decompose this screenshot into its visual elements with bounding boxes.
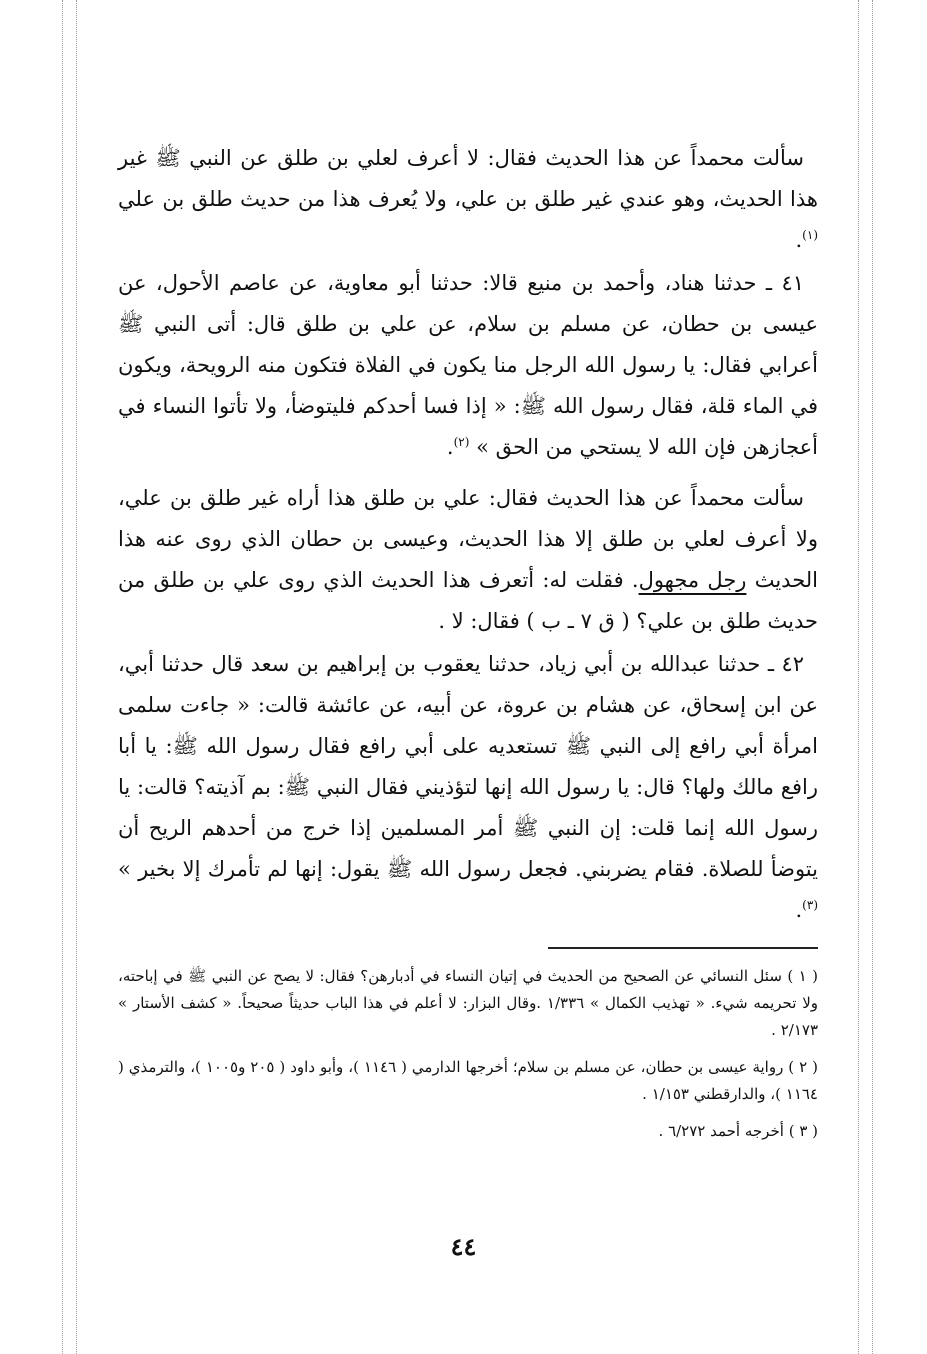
paragraph-hadith-42: ٤٢ ـ حدثنا عبدالله بن أبي زياد، حدثنا يعقوب بن إبراهيم بن سعد قال حدثنا أبي، عن ابن إسحاق، عن هشام بن عروة، عن أبيه، عن عائشة قالت: « جاءت سلمى امرأة أبي رافع إلى النبي ﷺ تستعديه على أبي رافع فقال رسول الله ﷺ: يا أبا رافع مالك ولها؟ قال: يا رسول الله إنها لتؤذيني فقال النبي ﷺ: بم آذيته؟ قالت: يا رسول الله إنما قلت: إن النبي ﷺ أمر المسلمين إذا خرج من أحدهم الريح أن يتوضأ للصلاة. فقام يضربني. فجعل رسول الله ﷺ يقول: إنها لم تأمرك إلا بخير » $^{(٣)}$. xyxy=(118,652,818,922)
paragraph-3 xyxy=(118,478,818,642)
footnote-3-text: أخرجه أحمد ٦/٢٧٢ . xyxy=(658,1122,784,1140)
scan-edge-line-left-2 xyxy=(76,0,77,1354)
footnote-1 xyxy=(118,963,818,1044)
footnote-3 xyxy=(118,1118,818,1145)
footnote-divider xyxy=(548,947,818,949)
footnote-2-number: ( ٢ ) xyxy=(788,1058,818,1076)
paragraph-hadith-41-text: ٤١ ـ حدثنا هناد، وأحمد بن منيع قالا: حدثنا أبو معاوية، عن عاصم الأحول، عن عيسى بن حطان، عن مسلم بن سلام، عن علي بن طلق قال: أتى النبي ﷺ أعرابي فقال: يا رسول الله الرجل منا يكون في الفلاة فتكون منه الرويحة، ويكون في الماء قلة، فقال رسول الله ﷺ: « إذا فسا أحدكم فليتوضأ، ولا تأتوا النساء في أعجازهن فإن الله لا يستحي من الحق » xyxy=(118,271,818,459)
footnote-1-text: سئل النسائي عن الصحيح من الحديث في إتيان النساء في أدبارهن؟ فقال: لا يصح عن النبي ﷺ في إباحته، ولا تحريمه شيء. « تهذيب الكمال » ١/٣٣٦ .وقال البزار: لا أعلم في هذا الباب حديثاً صحيحاً. « كشف الأستار » ٢/١٧٣ . xyxy=(118,967,818,1039)
scan-edge-line-left-1 xyxy=(62,0,63,1354)
paragraph-3-text-before: سألت محمداً عن هذا الحديث فقال: علي بن طلق هذا أراه غير طلق بن علي، ولا أعرف لعلي بن طلق إلا هذا الحديث، وعيسى بن حطان الذي روى عنه هذا الحديث xyxy=(118,486,818,592)
main-text xyxy=(118,138,818,931)
paragraph-3-text-after: . فقلت له: أتعرف هذا الحديث الذي روى علي بن طلق من حديث طلق بن علي؟ ( ق ٧ ـ ب ) فقال: لا . xyxy=(118,568,818,633)
footnotes xyxy=(118,963,818,1145)
page-number: ٤٤ xyxy=(450,1232,477,1261)
scan-edge-line-right-1 xyxy=(858,0,859,1354)
footnote-3-number: ( ٣ ) xyxy=(788,1122,818,1140)
paragraph-1-text: سألت محمداً عن هذا الحديث فقال: لا أعرف لعلي بن طلق عن النبي ﷺ غير هذا الحديث، وهو عندي غير طلق بن علي، ولا يُعرف هذا من حديث طلق بن علي xyxy=(118,146,818,211)
paragraph-hadith-41: ٤١ ـ حدثنا هناد، وأحمد بن منيع قالا: حدثنا أبو معاوية، عن عاصم الأحول، عن عيسى بن حطان، عن مسلم بن سلام، عن علي بن طلق قال: أتى النبي ﷺ أعرابي فقال: يا رسول الله الرجل منا يكون في الفلاة فتكون منه الرويحة، ويكون في الماء قلة، فقال رسول الله ﷺ: « إذا فسا أحدكم فليتوضأ، ولا تأتوا النساء في أعجازهن فإن الله لا يستحي من الحق » $^{(٢)}$. xyxy=(118,271,818,459)
book-page xyxy=(118,138,818,1155)
footnote-2-text: رواية عيسى بن حطان، عن مسلم بن سلام؛ أخرجها الدارمي ( ١١٤٦ )، وأبو داود ( ٢٠٥ و١٠٠٥ )، والترمذي ( ١١٦٤ )، والدارقطني ١/١٥٣ . xyxy=(118,1058,818,1103)
footnote-1-number: ( ١ ) xyxy=(787,967,818,985)
footnote-ref-2: (٢) xyxy=(453,435,470,449)
underlined-phrase: رجل مجهول xyxy=(638,568,747,592)
paragraph-hadith-42-text: ٤٢ ـ حدثنا عبدالله بن أبي زياد، حدثنا يعقوب بن إبراهيم بن سعد قال حدثنا أبي، عن ابن إسحاق، عن هشام بن عروة، عن أبيه، عن عائشة قالت: « جاءت سلمى امرأة أبي رافع إلى النبي ﷺ تستعديه على أبي رافع فقال رسول الله ﷺ: يا أبا رافع مالك ولها؟ قال: يا رسول الله إنها لتؤذيني فقال النبي ﷺ: بم آذيته؟ قالت: يا رسول الله إنما قلت: إن النبي ﷺ أمر المسلمين إذا خرج من أحدهم الريح أن يتوضأ للصلاة. فقام يضربني. فجعل رسول الله ﷺ يقول: إنها لم تأمرك إلا بخير » xyxy=(118,652,818,881)
footnote-2 xyxy=(118,1054,818,1108)
paragraph-1: سألت محمداً عن هذا الحديث فقال: لا أعرف لعلي بن طلق عن النبي ﷺ غير هذا الحديث، وهو عندي غير طلق بن علي، ولا يُعرف هذا من حديث طلق بن علي $^{(١)}$. xyxy=(118,146,818,252)
footnote-ref-1: (١) xyxy=(802,228,818,242)
footnote-ref-3: (٣) xyxy=(802,898,818,912)
scan-edge-line-right-2 xyxy=(872,0,873,1354)
